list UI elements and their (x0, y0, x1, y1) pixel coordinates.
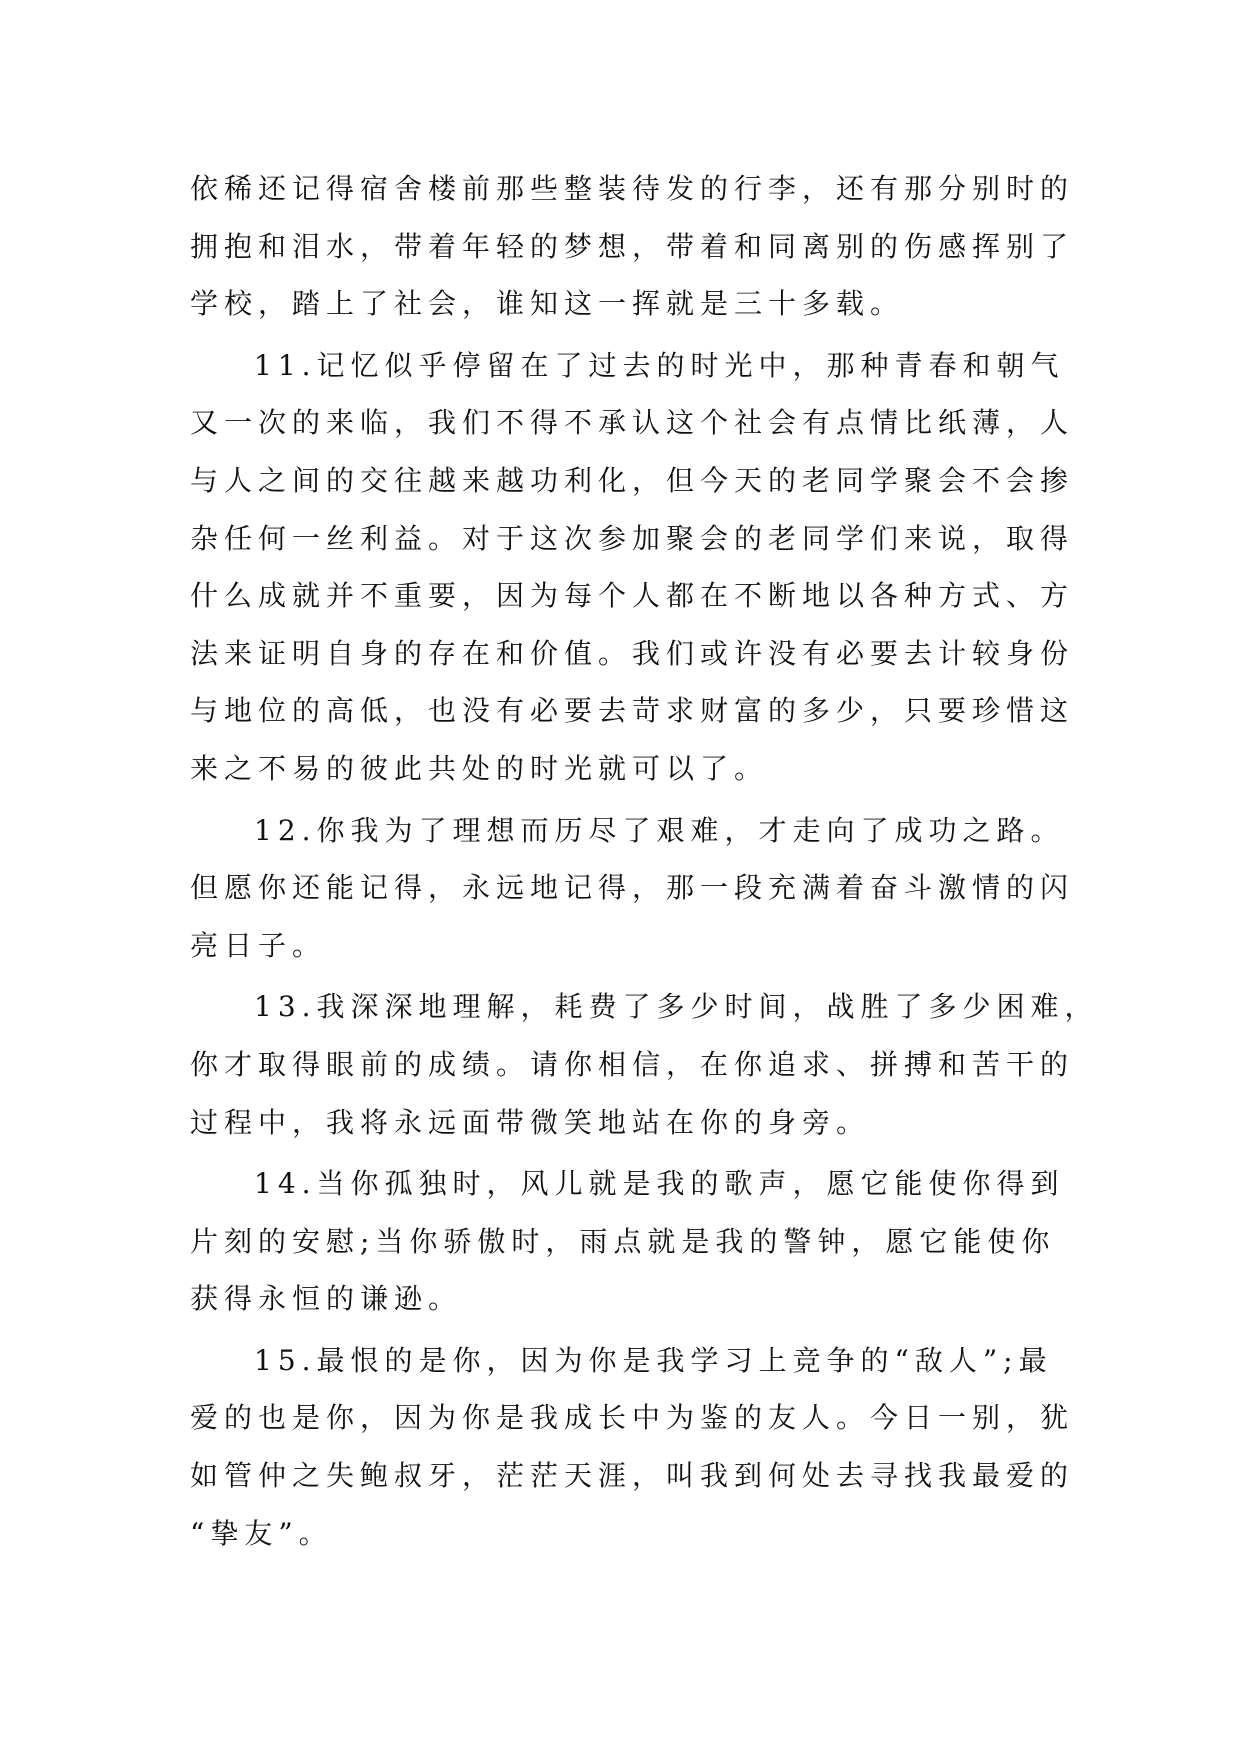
text-line: 杂任何一丝利益。对于这次参加聚会的老同学们来说，取得 (190, 521, 1075, 555)
text-line: 依稀还记得宿舍楼前那些整装待发的行李，还有那分别时的 (190, 172, 1075, 205)
text-line: 如管仲之失鲍叔牙，茫茫天涯，叫我到何处去寻找我最爱的 (190, 1459, 1075, 1493)
paragraph (190, 160, 1075, 333)
text-line: 过程中，我将永远面带微笑地站在你的身旁。 (190, 1105, 871, 1139)
text-line: 法来证明自身的存在和价值。我们或许没有必要去计较身份 (190, 636, 1075, 670)
text-line: 与地位的高低，也没有必要去苛求财富的多少，只要珍惜这 (190, 694, 1075, 728)
text-line: 又一次的来临，我们不得不承认这个社会有点情比纸薄，人 (190, 406, 1075, 440)
text-line: 与人之间的交往越来越功利化，但今天的老同学聚会不会掺 (190, 463, 1075, 497)
text-line: 拥抱和泪水，带着年轻的梦想，带着和同离别的伤感挥别了 (190, 229, 1075, 263)
text-line: 13.我深深地理解，耗费了多少时间，战胜了多少困难， (254, 990, 1099, 1024)
text-line: 亮日子。 (190, 928, 327, 962)
text-line: 来之不易的彼此共处的时光就可以了。 (190, 751, 769, 785)
text-line: 12.你我为了理想而历尽了艰难，才走向了成功之路。 (254, 813, 1065, 847)
text-line: 15.最恨的是你，因为你是我学习上竞争的“敌人”;最 (254, 1343, 1053, 1377)
text-line: 14.当你孤独时，风儿就是我的歌声，愿它能使你得到 (254, 1167, 1065, 1201)
text-line: 获得永恒的谦逊。 (190, 1282, 463, 1316)
text-line: 你才取得眼前的成绩。请你相信，在你追求、拼搏和苦干的 (190, 1047, 1075, 1081)
paragraph (190, 802, 1075, 975)
paragraph (190, 337, 1075, 798)
text-line: 11.记忆似乎停留在了过去的时光中，那种青春和朝气 (254, 348, 1065, 382)
paragraph (190, 1155, 1065, 1328)
text-line: 片刻的安慰;当你骄傲时，雨点就是我的警钟，愿它能使你 (190, 1224, 1056, 1258)
text-line: 但愿你还能记得，永远地记得，那一段充满着奋斗激情的闪 (190, 871, 1075, 905)
text-line: 什么成就并不重要，因为每个人都在不断地以各种方式、方 (190, 579, 1075, 613)
paragraph (190, 978, 1099, 1151)
text-line: “挚友”。 (190, 1516, 333, 1550)
text-line: 爱的也是你，因为你是我成长中为鉴的友人。今日一别，犹 (190, 1401, 1075, 1435)
text-line: 学校，踏上了社会，谁知这一挥就是三十多载。 (190, 287, 905, 321)
paragraph (190, 1332, 1075, 1562)
document-body (190, 160, 1099, 1562)
